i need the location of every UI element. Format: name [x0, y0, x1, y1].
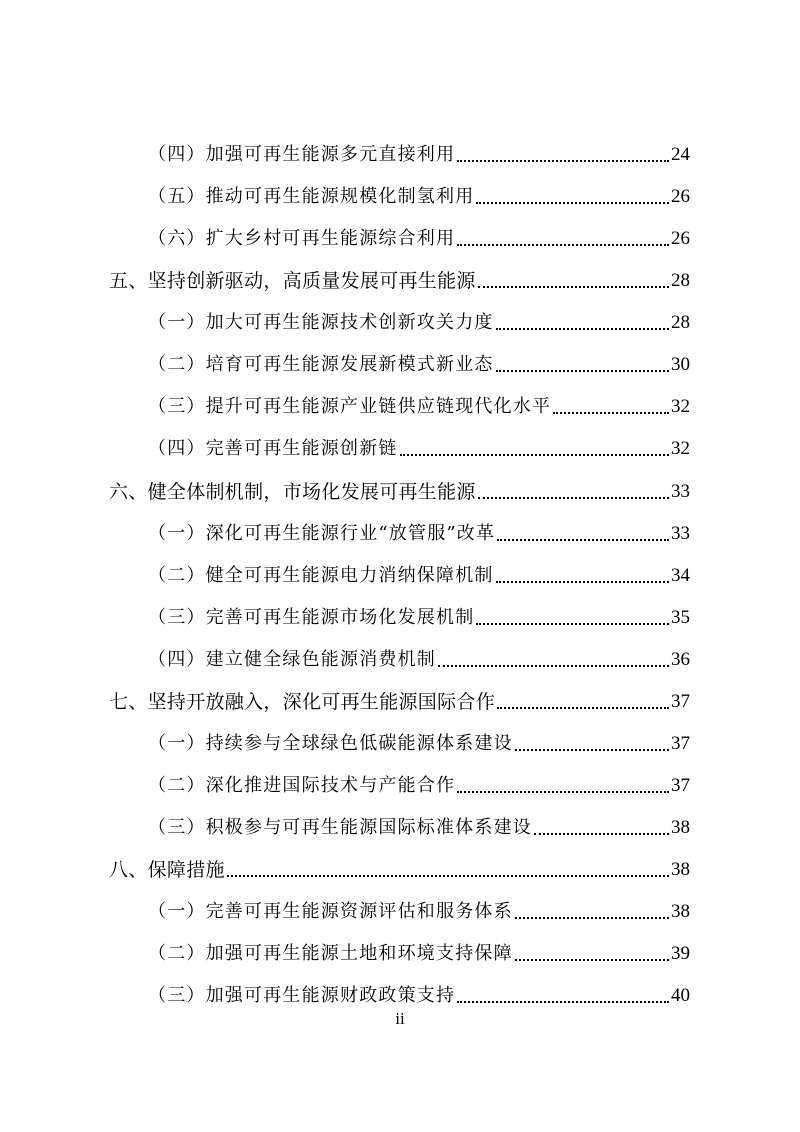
toc-entry — [148, 563, 690, 589]
toc-entry-label: （一）持续参与全球绿色低碳能源体系建设 — [148, 733, 513, 754]
toc-entry — [148, 605, 690, 631]
toc-entry-page: 35 — [671, 607, 690, 628]
toc-chapter-label: 六、健全体制机制，市场化发展可再生能源 — [109, 481, 476, 503]
toc-entry-page: 32 — [671, 396, 690, 417]
toc-entry-page: 28 — [671, 270, 690, 291]
toc-entry-page: 39 — [671, 943, 690, 964]
toc-entry — [148, 815, 690, 841]
dot-leader — [476, 184, 669, 210]
toc-entry-label: （四）完善可再生能源创新链 — [148, 438, 398, 459]
toc-entry-label: （一）加大可再生能源技术创新攻关力度 — [148, 312, 494, 333]
toc-entry — [148, 983, 690, 1009]
dot-leader — [457, 983, 669, 1009]
toc-entry — [148, 647, 690, 673]
toc-entry-page: 37 — [671, 691, 690, 712]
toc-entry — [148, 436, 690, 462]
toc-entry-label: （一）深化可再生能源行业“放管服”改革 — [148, 523, 496, 544]
toc-entry-page: 38 — [671, 859, 690, 880]
toc-chapter-entry — [109, 479, 690, 505]
page-number: ii — [395, 1009, 405, 1028]
dot-leader — [515, 899, 669, 925]
toc-entry — [148, 521, 690, 547]
dot-leader — [553, 394, 669, 420]
toc-entry-page: 34 — [671, 565, 690, 586]
toc-entry-page: 36 — [671, 649, 690, 670]
toc-entry-label: （三）提升可再生能源产业链供应链现代化水平 — [148, 396, 552, 417]
toc-entry-label: （二）培育可再生能源发展新模式新业态 — [148, 354, 494, 375]
dot-leader — [515, 731, 669, 757]
dot-leader — [496, 563, 669, 589]
toc-entry-page: 32 — [671, 438, 690, 459]
toc-entry-page: 28 — [671, 312, 690, 333]
toc-chapter-entry — [109, 689, 690, 715]
dot-leader — [478, 268, 669, 294]
toc-entry — [148, 352, 690, 378]
toc-chapter-label: 七、坚持开放融入，深化可再生能源国际合作 — [109, 691, 496, 713]
toc-entry — [148, 773, 690, 799]
toc-entry-label: （三）加强可再生能源财政政策支持 — [148, 985, 456, 1006]
toc-entry-page: 30 — [671, 354, 690, 375]
dot-leader — [534, 815, 669, 841]
toc-entry-page: 40 — [671, 985, 690, 1006]
dot-leader — [457, 226, 669, 252]
toc-entry-label: （六）扩大乡村可再生能源综合利用 — [148, 228, 456, 249]
dot-leader — [496, 352, 669, 378]
toc-chapter-entry — [109, 268, 690, 294]
toc-entry-label: （二）深化推进国际技术与产能合作 — [148, 775, 456, 796]
toc-entry-page: 24 — [671, 144, 690, 165]
toc-entry — [148, 226, 690, 252]
dot-leader — [515, 941, 669, 967]
toc-entry-page: 33 — [671, 523, 690, 544]
dot-leader — [438, 647, 669, 673]
toc-chapter-entry — [109, 857, 690, 883]
toc-entry-label: （四）建立健全绿色能源消费机制 — [148, 649, 436, 670]
toc-entry-page: 38 — [671, 817, 690, 838]
toc-entry-label: （四）加强可再生能源多元直接利用 — [148, 144, 456, 165]
dot-leader — [476, 605, 669, 631]
toc-entry — [148, 731, 690, 757]
dot-leader — [400, 436, 669, 462]
toc-entry — [148, 184, 690, 210]
toc-entry — [148, 394, 690, 420]
toc-chapter-label: 五、坚持创新驱动，高质量发展可再生能源 — [109, 270, 476, 292]
toc-entry — [148, 142, 690, 168]
toc-entry-label: （一）完善可再生能源资源评估和服务体系 — [148, 901, 513, 922]
toc-entry — [148, 310, 690, 336]
dot-leader — [497, 689, 669, 715]
toc-entry-label: （五）推动可再生能源规模化制氢利用 — [148, 186, 475, 207]
dot-leader — [227, 857, 669, 883]
toc-entry-page: 33 — [671, 481, 690, 502]
toc-entry-page: 38 — [671, 901, 690, 922]
toc-entry-label: （三）积极参与可再生能源国际标准体系建设 — [148, 817, 532, 838]
toc-entry-page: 37 — [671, 775, 690, 796]
toc-entry-page: 26 — [671, 228, 690, 249]
toc-chapter-label: 八、保障措施 — [109, 859, 225, 881]
dot-leader — [497, 521, 669, 547]
toc-entry-label: （三）完善可再生能源市场化发展机制 — [148, 607, 475, 628]
dot-leader — [496, 310, 669, 336]
dot-leader — [457, 142, 669, 168]
dot-leader — [478, 479, 669, 505]
toc-entry-page: 26 — [671, 186, 690, 207]
toc-entry-label: （二）健全可再生能源电力消纳保障机制 — [148, 565, 494, 586]
toc-entry-page: 37 — [671, 733, 690, 754]
dot-leader — [457, 773, 669, 799]
toc-entry — [148, 941, 690, 967]
toc-entry-label: （二）加强可再生能源土地和环境支持保障 — [148, 943, 513, 964]
toc-entry — [148, 899, 690, 925]
